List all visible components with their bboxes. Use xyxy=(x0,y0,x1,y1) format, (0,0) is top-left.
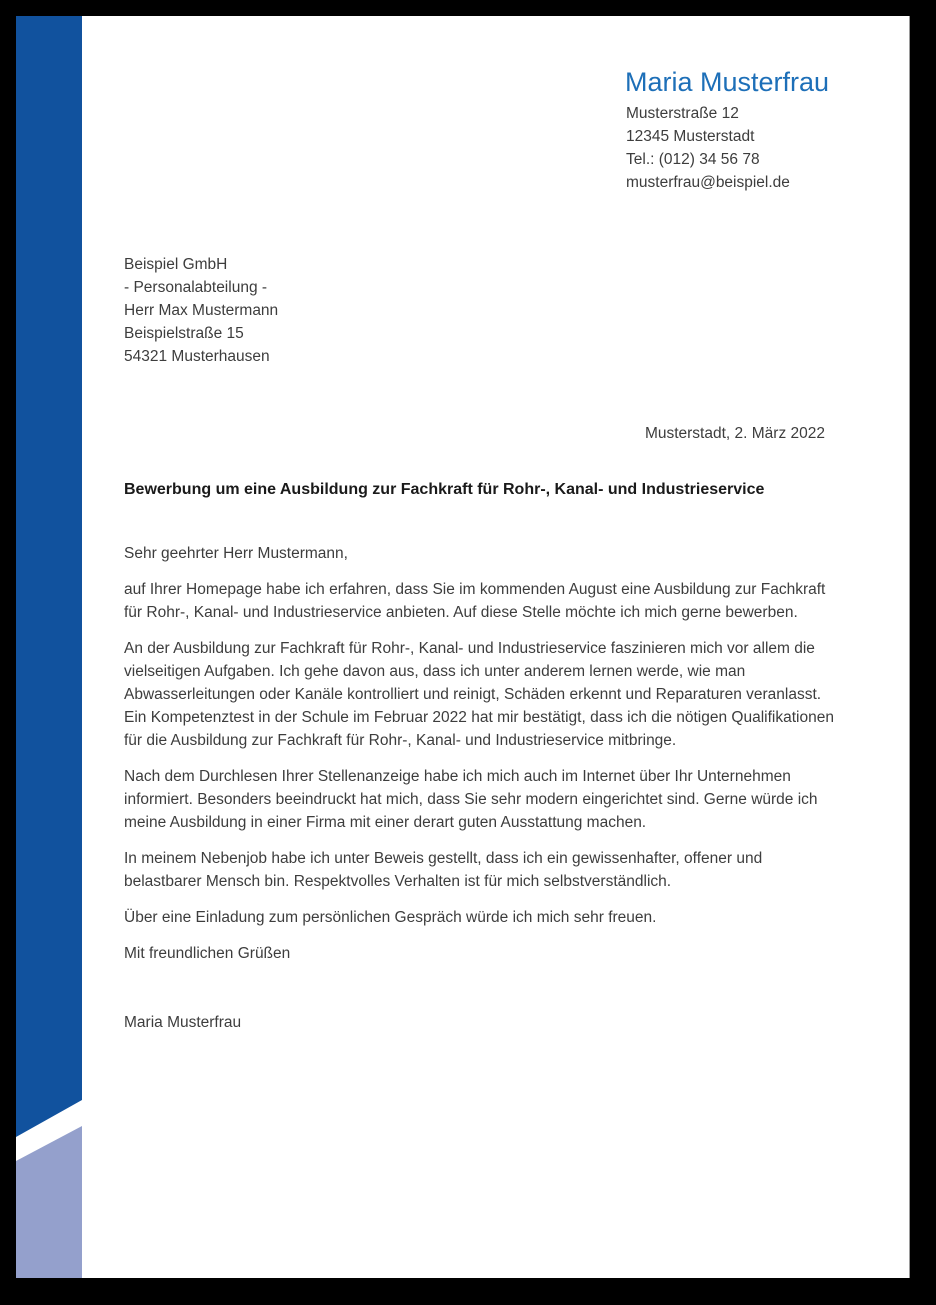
body-paragraph: auf Ihrer Homepage habe ich erfahren, dass Sie im kommenden August eine Ausbildung zur Fachkraft für Rohr-, Kanal- und Industrieservice anbieten. Auf diese Stelle möchte ich mich gerne bewerben. xyxy=(124,581,826,621)
recipient-street: Beispielstraße 15 xyxy=(124,325,244,342)
recipient-block xyxy=(124,253,278,368)
recipient-city: 54321 Musterhausen xyxy=(124,348,270,365)
accent-stripe xyxy=(16,16,82,1278)
recipient-department: - Personalabteilung - xyxy=(124,279,268,296)
body-paragraph: Nach dem Durchlesen Ihrer Stellenanzeige habe ich mich auch im Internet über Ihr Unternehmen informiert. Besonders beeindruckt hat mich, dass Sie sehr modern eingerichtet sind. Gerne würde ich meine Ausbildung in einer Firma mit einer derart guten Ausstattung machen. xyxy=(124,768,818,831)
accent-stripe-dark-blue xyxy=(16,16,82,1278)
sender-phone: Tel.: (012) 34 56 78 xyxy=(626,151,760,168)
subject-line: Bewerbung um eine Ausbildung zur Fachkraft für Rohr-, Kanal- und Industrieservice xyxy=(124,481,765,498)
sender-name: Maria Musterfrau xyxy=(625,67,830,97)
recipient-contact: Herr Max Mustermann xyxy=(124,302,279,319)
recipient-company: Beispiel GmbH xyxy=(124,256,228,273)
closing: Mit freundlichen Grüßen xyxy=(124,945,291,962)
letter-paper xyxy=(16,16,910,1278)
signature-name: Maria Musterfrau xyxy=(124,1014,242,1031)
letter-body xyxy=(124,542,836,1034)
body-paragraph: An der Ausbildung zur Fachkraft für Rohr-, Kanal- und Industrieservice faszinieren mich vor allem die vielseitigen Aufgaben. Ich gehe davon aus, dass ich unter anderem lernen werde, wie man Abwasserleitungen oder Kanäle kontrolliert und reinigt, Schäden erkennt und Reparaturen veranlasst. Ein Kompetenztest in der Schule im Februar 2022 hat mir bestätigt, dass ich die nötigen Qualifikationen für die Ausbildung zur Fachkraft für Rohr-, Kanal- und Industrieservice mitbringe. xyxy=(124,640,834,749)
sender-email: musterfrau@beispiel.de xyxy=(626,174,790,191)
sender-street: Musterstraße 12 xyxy=(626,105,739,122)
sender-address-block xyxy=(626,102,790,194)
salutation: Sehr geehrter Herr Mustermann, xyxy=(124,545,348,562)
dateline: Musterstadt, 2. März 2022 xyxy=(644,425,825,442)
sender-city: 12345 Musterstadt xyxy=(626,128,755,145)
body-paragraph: Über eine Einladung zum persönlichen Gespräch würde ich mich sehr freuen. xyxy=(124,909,657,926)
body-paragraph: In meinem Nebenjob habe ich unter Beweis gestellt, dass ich ein gewissenhafter, offener und belastbarer Mensch bin. Respektvolles Verhalten ist für mich selbstverständlich. xyxy=(124,850,763,890)
